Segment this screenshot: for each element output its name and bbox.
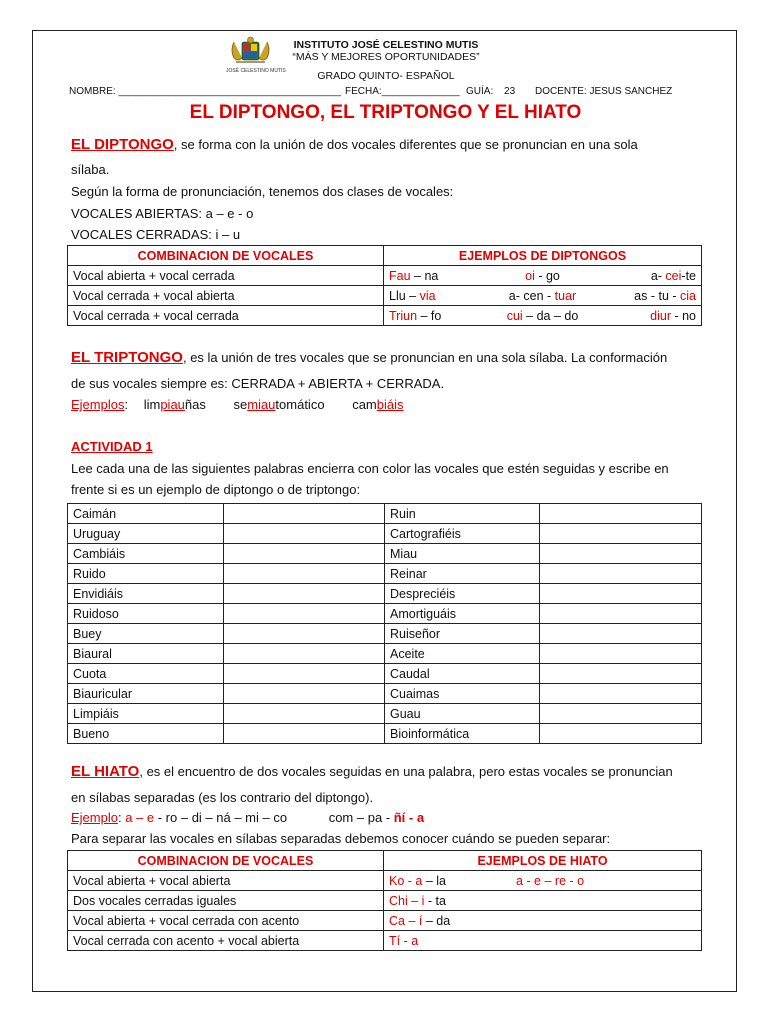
example-text: - no: [670, 308, 696, 323]
example-cell: [384, 871, 702, 891]
word-cell: Bioinformática: [385, 724, 540, 744]
answer-cell[interactable]: [224, 564, 385, 584]
table-row: [68, 544, 702, 564]
example-cell: [490, 286, 596, 306]
answer-cell[interactable]: [224, 504, 385, 524]
answer-cell[interactable]: [224, 604, 385, 624]
answer-cell[interactable]: [224, 524, 385, 544]
word-cell: Amortiguáis: [385, 604, 540, 624]
example-text: a-: [650, 268, 662, 283]
answer-cell[interactable]: [540, 544, 702, 564]
table-row: [68, 704, 702, 724]
hiato-definition: EL HIATO, es el encuentro de dos vocales seguidas en una palabra, pero estas vocales se pronuncian: [71, 763, 673, 780]
table-header-combination: COMBINACION DE VOCALES: [68, 246, 384, 266]
example-text: – na: [410, 268, 439, 283]
diptongo-definition-cont: sílaba.: [71, 162, 110, 177]
answer-cell[interactable]: [224, 624, 385, 644]
answer-cell[interactable]: [224, 644, 385, 664]
example-text: a- cen -: [508, 288, 555, 303]
table-header-combination: COMBINACION DE VOCALES: [68, 851, 384, 871]
word-cell: Ruiseñor: [385, 624, 540, 644]
example-text: se: [233, 397, 248, 412]
answer-cell[interactable]: [540, 524, 702, 544]
answer-cell[interactable]: [540, 584, 702, 604]
word-cell: Cuota: [68, 664, 224, 684]
word-cell: Ruin: [385, 504, 540, 524]
example-cell: [490, 306, 596, 326]
vowel-classes-intro: Según la forma de pronunciación, tenemos dos clases de vocales:: [71, 184, 454, 199]
table-row: [68, 931, 702, 951]
example-text: tomático: [275, 397, 325, 412]
table-row: [68, 504, 702, 524]
example-cell: [596, 286, 702, 306]
answer-cell[interactable]: [540, 504, 702, 524]
answer-cell[interactable]: [224, 704, 385, 724]
example-text: lim: [143, 397, 161, 412]
table-row: [68, 604, 702, 624]
example-cell: [384, 286, 490, 306]
hiato-example-1: [125, 810, 287, 825]
word-cell: Caudal: [385, 664, 540, 684]
highlighted-vowel-group: piau: [160, 397, 185, 412]
worksheet-page: [32, 30, 737, 992]
highlighted-vowel-group: miau: [247, 397, 276, 412]
answer-cell[interactable]: [224, 724, 385, 744]
example-text: – da: [422, 913, 451, 928]
highlighted-vowel-group: via: [419, 288, 436, 303]
answer-cell[interactable]: [540, 724, 702, 744]
highlighted-vowel-group: tuar: [554, 288, 577, 303]
table-row: [68, 584, 702, 604]
example-text: ñas: [184, 397, 206, 412]
table-row: [68, 644, 702, 664]
diptongo-definition: EL DIPTONGO, se forma con la unión de dos vocales diferentes que se pronuncian en una sola: [71, 136, 638, 153]
word-cell: Limpiáis: [68, 704, 224, 724]
ejemplos-label: Ejemplos: [71, 397, 125, 412]
diptongo-table: [67, 245, 702, 326]
table-header-examples: EJEMPLOS DE DIPTONGOS: [384, 246, 702, 266]
highlighted-vowel-group: a – e: [125, 810, 155, 825]
answer-cell[interactable]: [224, 684, 385, 704]
hiato-table: [67, 850, 702, 951]
hiato-separation-intro: Para separar las vocales en sílabas separadas debemos conocer cuándo se pueden separar:: [71, 831, 611, 846]
highlighted-vowel-group: Fau: [389, 268, 411, 283]
table-row: [68, 724, 702, 744]
institution-name: INSTITUTO JOSÉ CELESTINO MUTIS: [293, 39, 479, 51]
highlighted-vowel-group: ñí - a: [393, 810, 425, 825]
activity-heading: ACTIVIDAD 1: [71, 439, 153, 454]
triptongo-examples: Ejemplos: limpiauñas semiautomático cambiáis: [71, 397, 404, 412]
triptongo-definition-cont: de sus vocales siempre es: CERRADA + ABIERTA + CERRADA.: [71, 376, 445, 391]
example-cell: [384, 931, 702, 951]
example-cell: [596, 266, 702, 286]
hiato-definition-cont: en sílabas separadas (es los contrario del diptongo).: [71, 790, 374, 805]
diptongo-heading: EL DIPTONGO: [71, 136, 174, 153]
activity-table: [67, 503, 702, 744]
combination-cell: Vocal cerrada con acento + vocal abierta: [68, 931, 384, 951]
example-cell: [384, 266, 490, 286]
highlighted-vowel-group: a - e – re - o: [516, 873, 585, 888]
answer-cell[interactable]: [540, 704, 702, 724]
combination-cell: Vocal abierta + vocal cerrada con acento: [68, 911, 384, 931]
triptongo-example-1: [144, 397, 206, 412]
school-motto: “MÁS Y MEJORES OPORTUNIDADES”: [292, 51, 480, 63]
table-row: [68, 624, 702, 644]
word-cell: Cartografiéis: [385, 524, 540, 544]
table-row: [68, 684, 702, 704]
word-cell: Biauricular: [68, 684, 224, 704]
hiato-examples: Ejemplo: a – e - ro – di – ná – mi – co com – pa - ñí - a: [71, 810, 425, 825]
grade-subject: GRADO QUINTO- ESPAÑOL: [317, 70, 455, 82]
table-header-examples: EJEMPLOS DE HIATO: [384, 851, 702, 871]
word-cell: Cambiáis: [68, 544, 224, 564]
triptongo-definition: EL TRIPTONGO, es la unión de tres vocales que se pronuncian en una sola sílaba. La conformación: [71, 349, 668, 366]
example-text: Llu –: [389, 288, 420, 303]
answer-cell[interactable]: [540, 644, 702, 664]
combination-cell: Vocal abierta + vocal abierta: [68, 871, 384, 891]
table-row: [68, 266, 702, 286]
table-row: [68, 306, 702, 326]
highlighted-vowel-group: Chi – i: [389, 893, 425, 908]
answer-cell[interactable]: [540, 564, 702, 584]
word-cell: Uruguay: [68, 524, 224, 544]
triptongo-example-2: [234, 397, 325, 412]
example-text: cam: [352, 397, 377, 412]
triptongo-heading: EL TRIPTONGO: [71, 349, 183, 366]
table-row: [68, 564, 702, 584]
answer-cell[interactable]: [540, 664, 702, 684]
word-cell: Biaural: [68, 644, 224, 664]
triptongo-example-3: [352, 397, 403, 412]
word-cell: Ruido: [68, 564, 224, 584]
word-cell: Guau: [385, 704, 540, 724]
example-text: – fo: [417, 308, 442, 323]
example-text: – la: [422, 873, 446, 888]
closed-vowels: VOCALES CERRADAS: i – u: [71, 227, 241, 242]
example-text: com – pa -: [328, 810, 394, 825]
highlighted-vowel-group: Ko - a: [389, 873, 423, 888]
teacher-name: DOCENTE: JESUS SANCHEZ: [535, 86, 673, 97]
highlighted-vowel-group: Tí - a: [389, 933, 419, 948]
combination-cell: Vocal cerrada + vocal abierta: [68, 286, 384, 306]
word-cell: Buey: [68, 624, 224, 644]
answer-cell[interactable]: [224, 664, 385, 684]
example-text: – da – do: [522, 308, 579, 323]
word-cell: Caimán: [68, 504, 224, 524]
ejemplo-label: Ejemplo: [71, 810, 118, 825]
answer-cell[interactable]: [540, 684, 702, 704]
word-cell: Envidiáis: [68, 584, 224, 604]
activity-instructions: Lee cada una de las siguientes palabras encierra con color las vocales que estén seguidas y escribe en: [71, 461, 669, 476]
word-cell: Bueno: [68, 724, 224, 744]
table-row: [68, 664, 702, 684]
guia-number: GUÍA: 23: [466, 86, 516, 97]
example-text: - ta: [424, 893, 446, 908]
example-text: - go: [534, 268, 560, 283]
hiato-example-2: [329, 810, 424, 825]
word-cell: Aceite: [385, 644, 540, 664]
highlighted-vowel-group: cui: [506, 308, 523, 323]
example-cell: [384, 891, 702, 911]
activity-instructions-cont: frente si es un ejemplo de diptongo o de triptongo:: [71, 482, 361, 497]
logo-caption: JOSÉ CELESTINO MUTIS: [226, 68, 286, 74]
example-text: - ro – di – ná – mi – co: [154, 810, 288, 825]
example-cell: [596, 306, 702, 326]
page-title: EL DIPTONGO, EL TRIPTONGO Y EL HIATO: [189, 102, 582, 123]
combination-cell: Vocal abierta + vocal cerrada: [68, 266, 384, 286]
word-cell: Ruidoso: [68, 604, 224, 624]
combination-cell: Dos vocales cerradas iguales: [68, 891, 384, 911]
table-row: [68, 911, 702, 931]
open-vowels: VOCALES ABIERTAS: a – e - o: [71, 206, 254, 221]
table-row: [68, 286, 702, 306]
highlighted-vowel-group: biáis: [376, 397, 404, 412]
answer-cell[interactable]: [540, 624, 702, 644]
highlighted-vowel-group: cia: [680, 288, 696, 303]
word-cell: Miau: [385, 544, 540, 564]
highlighted-vowel-group: Ca – í: [389, 913, 423, 928]
word-cell: Despreciéis: [385, 584, 540, 604]
example-cell: [490, 266, 596, 286]
example-cell: [384, 306, 490, 326]
highlighted-vowel-group: oi: [525, 268, 535, 283]
highlighted-vowel-group: Triun: [389, 308, 418, 323]
answer-cell[interactable]: [540, 604, 702, 624]
example-text: as - tu -: [634, 288, 681, 303]
word-cell: Cuaimas: [385, 684, 540, 704]
example-cell: [384, 911, 702, 931]
fecha-field[interactable]: FECHA:______________: [345, 86, 460, 97]
hiato-heading: EL HIATO: [71, 763, 140, 780]
highlighted-vowel-group: diur: [650, 308, 671, 323]
combination-cell: Vocal cerrada + vocal cerrada: [68, 306, 384, 326]
answer-cell[interactable]: [224, 584, 385, 604]
highlighted-vowel-group: cei: [661, 268, 682, 283]
nombre-field[interactable]: NOMBRE: ________________________________________: [69, 86, 341, 97]
table-row: [68, 524, 702, 544]
table-row: [68, 871, 702, 891]
answer-cell[interactable]: [224, 544, 385, 564]
example-text: -te: [681, 268, 696, 283]
table-row: [68, 891, 702, 911]
word-cell: Reinar: [385, 564, 540, 584]
